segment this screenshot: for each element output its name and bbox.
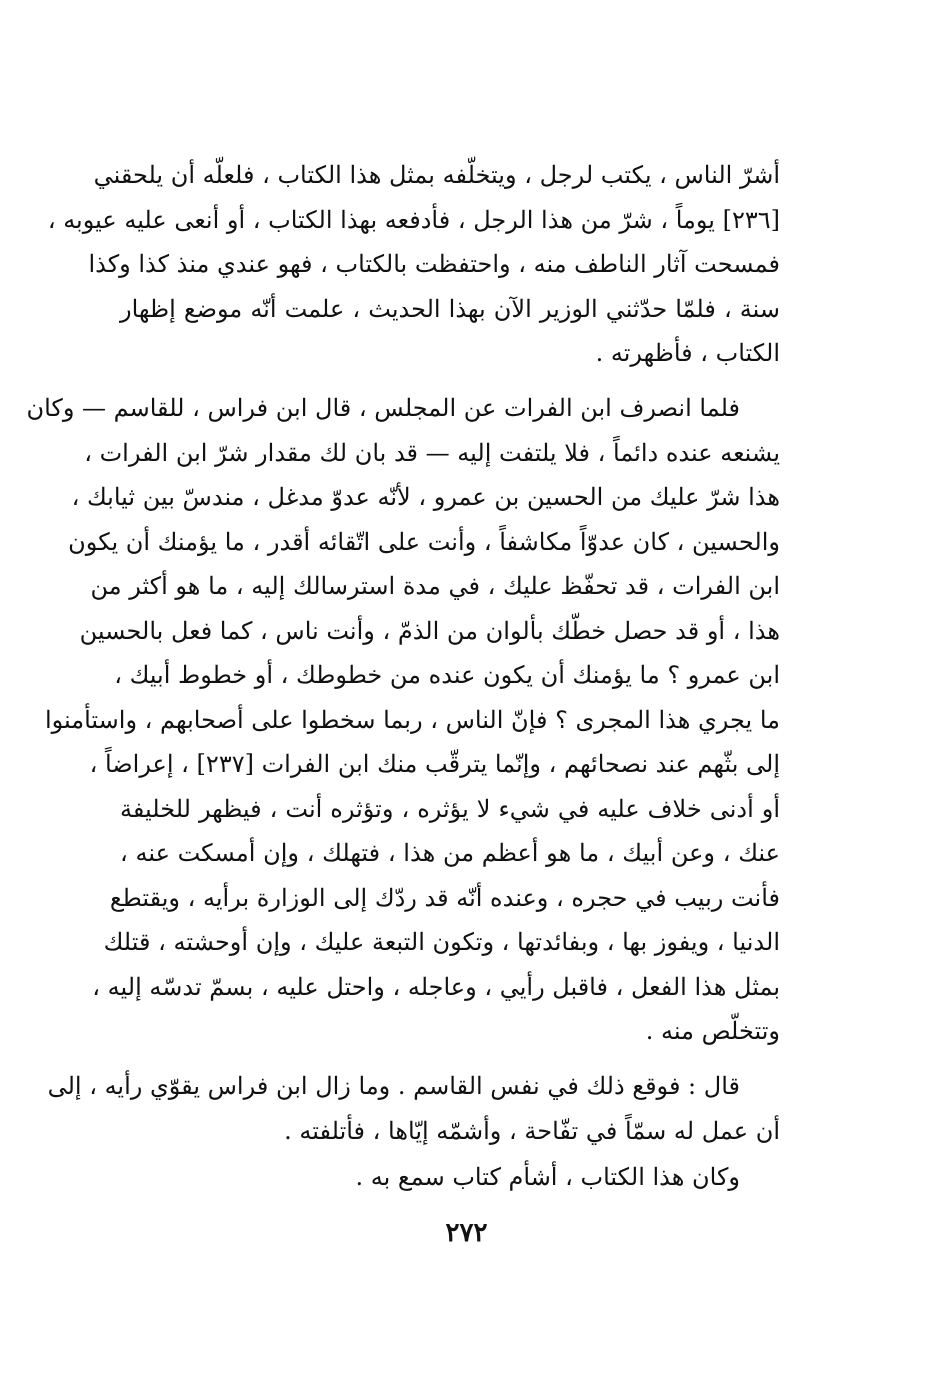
text-line: أو أدنى خلاف عليه في شيء لا يؤثره ، وتؤثره أنت ، فيظهر للخليفة bbox=[120, 794, 780, 823]
text-line: أشرّ الناس ، يكتب لرجل ، ويتخلّفه بمثل هذا الكتاب ، فلعلّه أن يلحقني bbox=[93, 161, 780, 189]
text-line: عنك ، وعن أبيك ، ما هو أعظم من هذا ، فتهلك ، وإن أمسكت عنه ، bbox=[120, 839, 780, 867]
text-line: وتتخلّص منه . bbox=[645, 1017, 780, 1045]
text-line: قال : فوقع ذلك في نفس القاسم . وما زال ابن فراس يقوّي رأيه ، إلى bbox=[47, 1072, 740, 1100]
text-line: هذا ، أو قد حصل خطّك بألوان من الذمّ ، وأنت ناس ، كما فعل بالحسين bbox=[79, 616, 780, 645]
text-line: سنة ، فلمّا حدّثني الوزير الآن بهذا الحديث ، علمت أنّه موضع إظهار bbox=[120, 294, 780, 323]
text-line: ابن الفرات ، قد تحفّظ عليك ، في مدة استرسالك إليه ، ما هو أكثر من bbox=[90, 572, 780, 600]
paragraph-4 bbox=[120, 1155, 780, 1200]
text-line: وكان هذا الكتاب ، أشأم كتاب سمع به . bbox=[355, 1163, 740, 1191]
text-line: الدنيا ، ويفوز بها ، وبفائدتها ، وتكون التبعة عليك ، وإن أوحشته ، قتلك bbox=[103, 928, 780, 956]
text-line: فأنت ربيب في حجره ، وعنده أنّه قد ردّك إلى الوزارة برأيه ، ويقتطع bbox=[109, 883, 780, 912]
paragraph-3 bbox=[47, 1064, 780, 1153]
text-line: ابن عمرو ؟ ما يؤمنك أن يكون عنده من خطوطك ، أو خطوط أبيك ، bbox=[114, 661, 780, 689]
paragraph-1 bbox=[47, 153, 780, 376]
text-line: ما يجري هذا المجرى ؟ فإنّ الناس ، ربما سخطوا على أصحابهم ، واستأمنوا bbox=[44, 705, 780, 734]
text-line: بمثل هذا الفعل ، فاقبل رأيي ، وعاجله ، واحتل عليه ، بسمّ تدسّه إليه ، bbox=[92, 972, 780, 1001]
text-line: فمسحت آثار الناطف منه ، واحتفظت بالكتاب ، فهو عندي منذ كذا وكذا bbox=[88, 250, 780, 278]
text-line: [٢٣٦] يوماً ، شرّ من هذا الرجل ، فأدفعه بهذا الكتاب ، أو أنعى عليه عيوبه ، bbox=[47, 205, 780, 234]
text-line: الكتاب ، فأظهرته . bbox=[595, 339, 780, 367]
text-line: أن عمل له سمّاً في تفّاحة ، وأشمّه إيّاها ، فأتلفته . bbox=[284, 1116, 780, 1145]
text-line: إلى بثّهم عند نصحائهم ، وإنّما يترقّب منك ابن الفرات [٢٣٧] ، إعراضاً ، bbox=[89, 750, 780, 778]
text-line: والحسين ، كان عدوّاً مكاشفاً ، وأنت على اتّقائه أقدر ، ما يؤمنك أن يكون bbox=[68, 527, 780, 556]
text-line: هذا شرّ عليك من الحسين بن عمرو ، لأنّه عدوّ مدغل ، مندسّ بين ثيابك ، bbox=[71, 483, 780, 511]
page-number: ٢٧٢ bbox=[445, 1218, 488, 1248]
text-line: فلما انصرف ابن الفرات عن المجلس ، قال ابن فراس ، للقاسم — وكان bbox=[26, 394, 740, 422]
text-line: يشنعه عنده دائماً ، فلا يلتفت إليه — قد بان لك مقدار شرّ ابن الفرات ، bbox=[84, 438, 780, 467]
paragraph-2 bbox=[26, 386, 780, 1054]
